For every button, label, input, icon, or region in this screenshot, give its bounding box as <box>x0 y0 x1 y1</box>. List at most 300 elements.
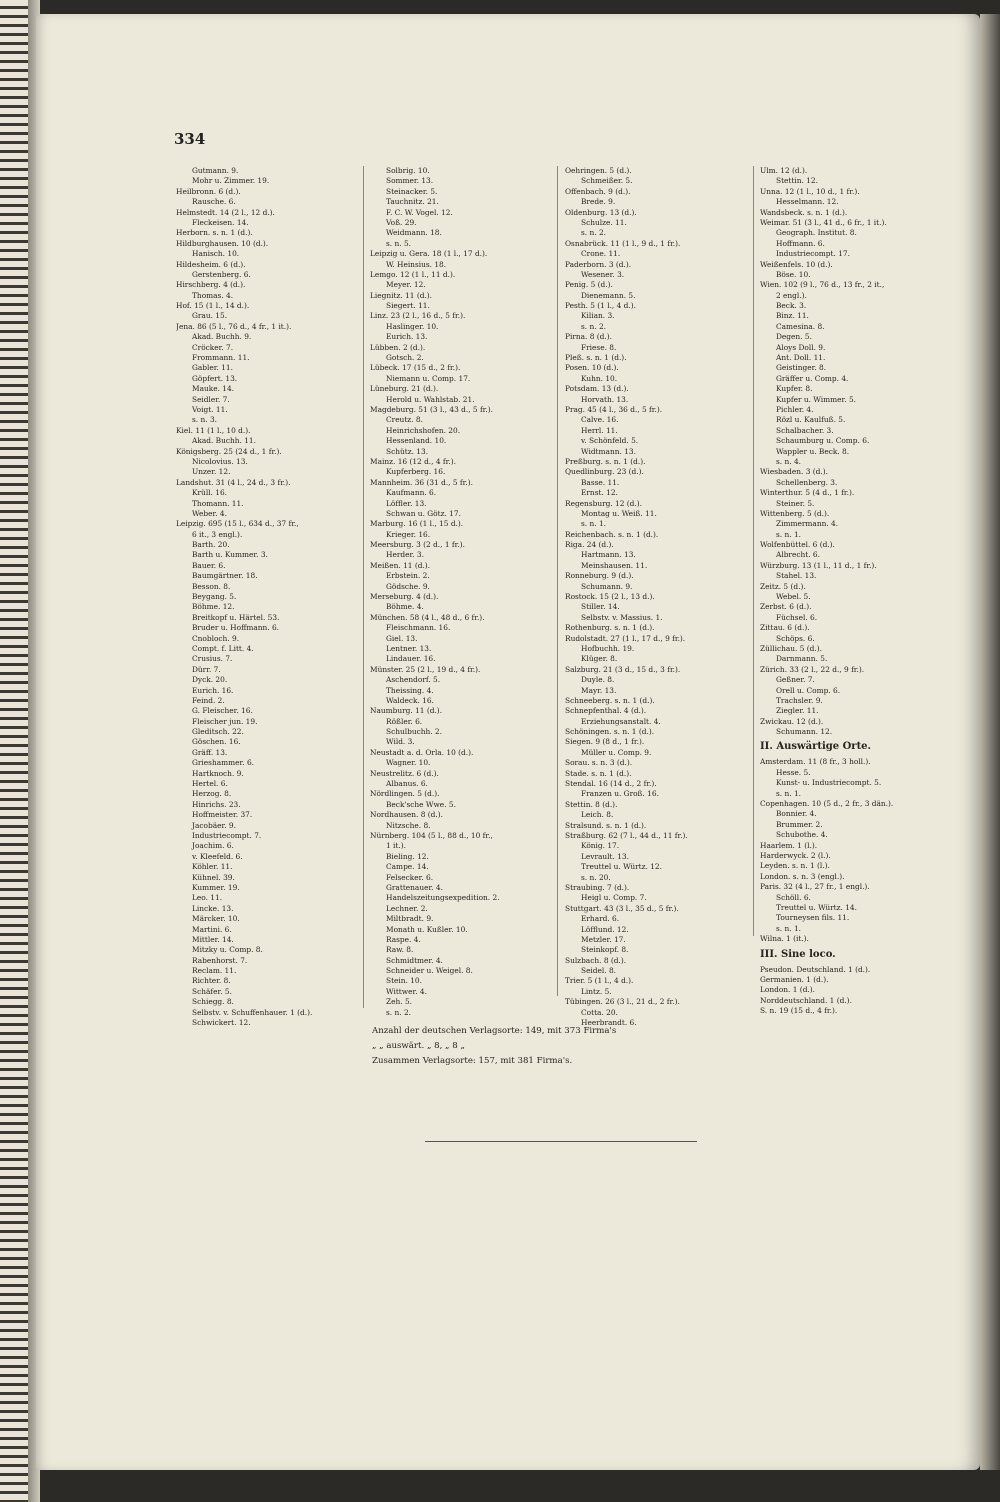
publisher-entry: Klüger. 8. <box>581 654 618 664</box>
place-entry: Amsterdam. 11 (8 fr., 3 holl.). <box>760 757 871 767</box>
publisher-entry: Horvath. 13. <box>581 394 629 404</box>
publisher-entry: Metzler. 17. <box>581 934 626 944</box>
place-entry: Zürich. 33 (2 l., 22 d., 9 fr.). <box>760 664 865 674</box>
publisher-entry: Bauer. 6. <box>192 560 226 570</box>
place-entry: Wiesbaden. 3 (d.). <box>760 467 828 477</box>
publisher-entry: Bieling. 12. <box>386 851 429 861</box>
place-entry: Leipzig u. Gera. 18 (1 l., 17 d.). <box>370 249 488 259</box>
publisher-entry: Fleckeisen. 14. <box>192 217 249 227</box>
publisher-entry: Herder. 3. <box>386 550 424 560</box>
closing-rule <box>425 1141 697 1142</box>
place-entry: Neustrelitz. 6 (d.). <box>370 768 439 778</box>
publisher-entry: Selbstv. v. Massius. 1. <box>581 612 663 622</box>
publisher-entry: Meyer. 12. <box>386 280 426 290</box>
publisher-entry: Unzer. 12. <box>192 467 231 477</box>
publisher-entry: Märcker. 10. <box>192 914 240 924</box>
publisher-entry: Geistinger. 8. <box>776 363 827 373</box>
publisher-entry: Schiegg. 8. <box>192 997 234 1007</box>
publisher-entry: Wittwer. 4. <box>386 986 427 996</box>
publisher-entry: Herrl. 11. <box>581 425 618 435</box>
place-entry: Stettin. 8 (d.). <box>565 799 618 809</box>
summary-block <box>372 1024 616 1069</box>
publisher-entry: Frommann. 11. <box>192 353 250 363</box>
publisher-entry: Grattenauer. 4. <box>386 882 443 892</box>
publisher-entry: Besson. 8. <box>192 581 231 591</box>
publisher-entry: Cotta. 20. <box>581 1007 618 1017</box>
page-edge <box>980 14 1000 1470</box>
place-entry: Prag. 45 (4 l., 36 d., 5 fr.). <box>565 404 663 414</box>
publisher-entry: Mitzky u. Comp. 8. <box>192 945 263 955</box>
place-entry: Neustadt a. d. Orla. 10 (d.). <box>370 747 474 757</box>
publisher-entry: Solbrig. 10. <box>386 166 430 175</box>
place-entry: Straubing. 7 (d.). <box>565 882 630 892</box>
place-entry: S. n. 19 (15 d., 4 fr.). <box>760 1006 838 1016</box>
place-entry: Wilna. 1 (it.). <box>760 934 809 944</box>
publisher-entry: Schmeißer. 5. <box>581 176 633 186</box>
publisher-entry: v. Kleefeld. 6. <box>192 851 243 861</box>
publisher-entry: Bonnier. 4. <box>776 809 817 819</box>
publisher-entry: Beck'sche Wwe. 5. <box>386 799 456 809</box>
publisher-entry: Aloys Doll. 9. <box>776 342 826 352</box>
publisher-entry: Lechner. 2. <box>386 903 428 913</box>
publisher-entry: Herzog. 8. <box>192 789 232 799</box>
publisher-entry: Barth u. Kummer. 3. <box>192 550 268 560</box>
place-entry: Herborn. s. n. 1 (d.). <box>176 228 253 238</box>
publisher-entry: Hanisch. 10. <box>192 249 240 259</box>
place-entry: Pleß. s. n. 1 (d.). <box>565 353 627 363</box>
publisher-entry: König. 17. <box>581 841 620 851</box>
publisher-entry: Hesselmann. 12. <box>776 197 839 207</box>
place-entry: Pirna. 8 (d.). <box>565 332 612 342</box>
place-entry: Helmstedt. 14 (2 l., 12 d.). <box>176 207 275 217</box>
publisher-entry: Darnmann. 5. <box>776 654 828 664</box>
publisher-entry: Schöps. 6. <box>776 633 815 643</box>
publisher-entry: s. n. 2. <box>581 321 607 331</box>
place-entry: Hirschberg. 4 (d.). <box>176 280 246 290</box>
book-binding <box>0 0 28 1502</box>
place-entry: Zwickau. 12 (d.). <box>760 716 824 726</box>
publisher-entry: Industriecompt. 17. <box>776 249 850 259</box>
publisher-entry: Thomann. 11. <box>192 498 244 508</box>
place-entry: Zittau. 6 (d.). <box>760 623 810 633</box>
publisher-entry: Grau. 15. <box>192 311 228 321</box>
publisher-entry: Nitzsche. 8. <box>386 820 431 830</box>
publisher-entry: Schöll. 6. <box>776 892 811 902</box>
place-entry: Magdeburg. 51 (3 l., 43 d., 5 fr.). <box>370 404 493 414</box>
place-entry: Heilbronn. 6 (d.). <box>176 186 241 196</box>
publisher-entry: Meinshausen. 11. <box>581 560 648 570</box>
publisher-entry: Handelszeitungsexpedition. 2. <box>386 893 500 903</box>
publisher-entry: Gräff. 13. <box>192 747 228 757</box>
publisher-entry: Krieger. 16. <box>386 529 431 539</box>
publisher-entry: Wagner. 10. <box>386 758 431 768</box>
publisher-entry: Friese. 8. <box>581 342 617 352</box>
place-entry: Hof. 15 (1 l., 14 d.). <box>176 301 250 311</box>
place-entry: Lübeck. 17 (15 d., 2 fr.). <box>370 363 461 373</box>
publisher-entry: Basse. 11. <box>581 477 620 487</box>
publisher-entry: Crusius. 7. <box>192 654 233 664</box>
publisher-entry: Waldeck. 16. <box>386 695 434 705</box>
publisher-entry: Albanus. 6. <box>386 779 428 789</box>
publisher-entry: Gutmann. 9. <box>192 166 239 175</box>
publisher-entry: Gleditsch. 22. <box>192 727 244 737</box>
publisher-entry: Joachim. 6. <box>192 841 234 851</box>
place-entry: Weißenfels. 10 (d.). <box>760 259 833 269</box>
publisher-entry: Raw. 8. <box>386 945 414 955</box>
publisher-entry: Voigt. 11. <box>192 404 228 414</box>
publisher-entry: Stahel. 13. <box>776 571 817 581</box>
place-entry: Linz. 23 (2 l., 16 d., 5 fr.). <box>370 311 466 321</box>
publisher-entry: Löfflund. 12. <box>581 924 629 934</box>
publisher-entry: s. n. 1. <box>776 923 802 933</box>
section-heading: III. Sine loco. <box>760 948 836 960</box>
publisher-entry: Breitkopf u. Härtel. 53. <box>192 612 280 622</box>
publisher-entry: 6 it., 3 engl.). <box>192 529 243 539</box>
publisher-entry: Baumgärtner. 18. <box>192 571 258 581</box>
place-entry: Offenbach. 9 (d.). <box>565 186 631 196</box>
place-entry: London. 1 (d.). <box>760 985 816 995</box>
publisher-entry: Akad. Buchh. 9. <box>192 332 252 342</box>
place-entry: Züllichau. 5 (d.). <box>760 643 822 653</box>
place-entry: London. s. n. 3 (engl.). <box>760 871 845 881</box>
publisher-entry: Heinrichshofen. 20. <box>386 425 461 435</box>
summary-line: Zusammen Verlagsorte: 157, mit 381 Firma's. <box>372 1056 573 1066</box>
publisher-entry: Kupfer. 8. <box>776 384 813 394</box>
place-entry: Lemgo. 12 (1 l., 11 d.). <box>370 269 456 279</box>
publisher-entry: Richter. 8. <box>192 976 231 986</box>
publisher-entry: Göschen. 16. <box>192 737 241 747</box>
summary-line: „ „ auswärt. „ 8, „ 8 „ <box>372 1041 465 1051</box>
place-entry: Trier. 5 (1 l., 4 d.). <box>565 976 634 986</box>
publisher-entry: Seidler. 7. <box>192 394 230 404</box>
publisher-entry: Schulbuchh. 2. <box>386 727 442 737</box>
place-entry: Würzburg. 13 (1 l., 11 d., 1 fr.). <box>760 560 877 570</box>
column-divider <box>363 166 364 1008</box>
publisher-entry: Akad. Buchh. 11. <box>192 436 256 446</box>
publisher-entry: Mayr. 13. <box>581 685 617 695</box>
publisher-entry: s. n. 3. <box>192 415 218 425</box>
publisher-entry: Schellenberg. 3. <box>776 477 838 487</box>
publisher-entry: Rößler. 6. <box>386 716 423 726</box>
publisher-entry: Webel. 5. <box>776 592 811 602</box>
place-entry: Rothenburg. s. n. 1 (d.). <box>565 623 655 633</box>
publisher-entry: Leo. 11. <box>192 893 223 903</box>
publisher-entry: Schwickert. 12. <box>192 1018 251 1028</box>
column-divider <box>753 166 754 936</box>
place-entry: Hildburghausen. 10 (d.). <box>176 238 269 248</box>
publisher-entry: Geograph. Institut. 8. <box>776 228 857 238</box>
publisher-entry: Seidel. 8. <box>581 966 617 976</box>
publisher-entry: Lincke. 13. <box>192 903 234 913</box>
publisher-entry: Giel. 13. <box>386 633 418 643</box>
place-entry: Wittenberg. 5 (d.). <box>760 508 830 518</box>
publisher-entry: Pichler. 4. <box>776 404 814 414</box>
publisher-entry: Leich. 8. <box>581 810 614 820</box>
publisher-entry: Nicolovius. 13. <box>192 456 248 466</box>
publisher-entry: Hofbuchh. 19. <box>581 643 635 653</box>
place-entry: Schnepfenthal. 4 (d.). <box>565 706 647 716</box>
place-entry: Liegnitz. 11 (d.). <box>370 290 433 300</box>
place-entry: Merseburg. 4 (d.). <box>370 592 439 602</box>
publisher-entry: Kunst- u. Industriecompt. 5. <box>776 778 882 788</box>
section-heading: II. Auswärtige Orte. <box>760 741 872 753</box>
place-entry: Lübben. 2 (d.). <box>370 342 426 352</box>
publisher-entry: Franzen u. Groß. 16. <box>581 789 659 799</box>
publisher-entry: Schumann. 9. <box>581 581 633 591</box>
publisher-entry: s. n. 1. <box>581 519 607 529</box>
publisher-entry: Wesener. 3. <box>581 269 625 279</box>
publisher-entry: Martini. 6. <box>192 924 232 934</box>
publisher-entry: Niemann u. Comp. 17. <box>386 373 471 383</box>
publisher-entry: Compt. f. Litt. 4. <box>192 643 254 653</box>
place-entry: Stralsund. s. n. 1 (d.). <box>565 820 647 830</box>
publisher-entry: Kupferberg. 16. <box>386 467 446 477</box>
place-entry: Osnabrück. 11 (1 l., 9 d., 1 fr.). <box>565 238 681 248</box>
publisher-entry: Ziegler. 11. <box>776 706 819 716</box>
publisher-entry: Aschendorf. 5. <box>386 675 441 685</box>
publisher-entry: Schulze. 11. <box>581 217 627 227</box>
publisher-entry: Erbstein. 2. <box>386 571 430 581</box>
publisher-entry: Steinkopf. 8. <box>581 945 629 955</box>
publisher-entry: Haslinger. 10. <box>386 321 439 331</box>
publisher-entry: Schütz. 13. <box>386 446 429 456</box>
publisher-entry: Thomas. 4. <box>192 290 234 300</box>
place-entry: Zeitz. 5 (d.). <box>760 581 806 591</box>
publisher-entry: Wild. 3. <box>386 737 415 747</box>
publisher-entry: Stettin. 12. <box>776 176 818 186</box>
publisher-entry: Wappler u. Beck. 8. <box>776 446 850 456</box>
publisher-entry: s. n. 2. <box>386 1007 412 1017</box>
publisher-entry: Gerstenberg. 6. <box>192 269 251 279</box>
publisher-entry: Industriecompt. 7. <box>192 831 262 840</box>
publisher-entry: Miltbradt. 9. <box>386 914 434 924</box>
publisher-entry: Fleischmann. 16. <box>386 623 451 633</box>
publisher-entry: Gotsch. 2. <box>386 353 424 363</box>
publisher-entry: Rözl u. Kaulfuß. 5. <box>776 415 846 425</box>
publisher-entry: Heigl u. Comp. 7. <box>581 893 647 903</box>
place-entry: Pesth. 5 (1 l., 4 d.). <box>565 301 636 311</box>
publisher-entry: Eurich. 16. <box>192 685 234 695</box>
publisher-entry: Steiner. 5. <box>776 498 815 508</box>
publisher-entry: Schäfer. 5. <box>192 986 232 996</box>
place-entry: Jena. 86 (5 l., 76 d., 4 fr., 1 it.). <box>176 321 292 331</box>
publisher-entry: Heerbrandt. 6. <box>581 1018 637 1028</box>
publisher-entry: Mittler. 14. <box>192 934 234 944</box>
publisher-entry: Schalbacher. 3. <box>776 425 834 435</box>
column-1 <box>176 166 356 1028</box>
column-divider <box>557 166 558 996</box>
place-entry: Mannheim. 36 (31 d., 5 fr.). <box>370 477 473 487</box>
publisher-entry: Reclam. 11. <box>192 966 237 976</box>
publisher-entry: s. n. 1. <box>776 529 802 539</box>
publisher-entry: Cröcker. 7. <box>192 342 234 352</box>
publisher-entry: Gödsche. 9. <box>386 581 430 591</box>
place-entry: Münster. 25 (2 l., 19 d., 4 fr.). <box>370 664 481 674</box>
place-entry: Landshut. 31 (4 l., 24 d., 3 fr.). <box>176 477 291 487</box>
place-entry: Kiel. 11 (1 l., 10 d.). <box>176 425 251 435</box>
publisher-entry: Campe. 14. <box>386 862 429 872</box>
publisher-entry: Voß. 29. <box>386 217 417 227</box>
publisher-entry: Stiller. 14. <box>581 602 620 612</box>
publisher-entry: Levrault. 13. <box>581 851 629 861</box>
publisher-entry: Müller u. Comp. 9. <box>581 747 652 757</box>
publisher-entry: Geßner. 7. <box>776 675 815 685</box>
place-entry: Winterthur. 5 (4 d., 1 fr.). <box>760 488 855 498</box>
publisher-entry: Montag u. Weiß. 11. <box>581 508 657 518</box>
publisher-entry: Eurich. 13. <box>386 332 428 342</box>
publisher-entry: Camesina. 8. <box>776 321 825 331</box>
publisher-entry: Füchsel. 6. <box>776 612 818 622</box>
place-entry: Ulm. 12 (d.). <box>760 166 808 175</box>
place-entry: Preßburg. s. n. 1 (d.). <box>565 456 646 466</box>
place-entry: Penig. 5 (d.). <box>565 280 613 290</box>
publisher-entry: Weber. 4. <box>192 508 227 518</box>
publisher-entry: Göpfert. 13. <box>192 373 238 383</box>
place-entry: Meersburg. 3 (2 d., 1 fr.). <box>370 540 465 550</box>
publisher-entry: Erhard. 6. <box>581 914 620 924</box>
place-entry: Potsdam. 13 (d.). <box>565 384 629 394</box>
publisher-entry: Crone. 11. <box>581 249 621 259</box>
publisher-entry: Siegert. 11. <box>386 301 430 311</box>
publisher-entry: Fleischer jun. 19. <box>192 716 258 726</box>
publisher-entry: Tauchnitz. 21. <box>386 197 439 207</box>
publisher-entry: Löffler. 13. <box>386 498 427 508</box>
publisher-entry: v. Schönfeld. 5. <box>581 436 639 446</box>
publisher-entry: Hertel. 6. <box>192 779 228 789</box>
publisher-entry: Schumann. 12. <box>776 727 833 737</box>
place-entry: Salzburg. 21 (3 d., 15 d., 3 fr.). <box>565 664 681 674</box>
publisher-entry: Gabler. 11. <box>192 363 233 373</box>
publisher-entry: Hoffmann. 6. <box>776 238 825 248</box>
publisher-entry: Mohr u. Zimmer. 19. <box>192 176 270 186</box>
place-entry: Lüneburg. 21 (d.). <box>370 384 439 394</box>
place-entry: Straßburg. 62 (7 l., 44 d., 11 fr.). <box>565 831 688 840</box>
place-entry: Pseudon. Deutschland. 1 (d.). <box>760 964 871 974</box>
summary-line: Anzahl der deutschen Verlagsorte: 149, mit 373 Firma's <box>372 1026 617 1036</box>
publisher-entry: Steinacker. 5. <box>386 186 438 196</box>
place-entry: München. 58 (4 l., 48 d., 6 fr.). <box>370 612 485 622</box>
publisher-entry: Hinrichs. 23. <box>192 799 241 809</box>
publisher-entry: Treuttel u. Würtz. 12. <box>581 862 662 872</box>
publisher-entry: G. Fleischer. 16. <box>192 706 253 716</box>
place-entry: Leyden. s. n. 1 (l.). <box>760 861 830 871</box>
publisher-entry: Monath u. Kußler. 10. <box>386 924 468 934</box>
publisher-entry: Köhler. 11. <box>192 862 233 872</box>
publisher-entry: Hartmann. 13. <box>581 550 636 560</box>
publisher-entry: Jacobäer. 9. <box>192 820 236 830</box>
publisher-entry: Schmidtmer. 4. <box>386 955 443 965</box>
place-entry: Harderwyck. 2 (l.). <box>760 851 831 860</box>
publisher-entry: Trachsler. 9. <box>776 695 823 705</box>
publisher-entry: s. n. 1. <box>776 788 802 798</box>
publisher-entry: Zimmermann. 4. <box>776 519 839 529</box>
place-entry: Stuttgart. 43 (3 l., 35 d., 5 fr.). <box>565 903 679 913</box>
publisher-entry: Kummer. 19. <box>192 882 240 892</box>
place-entry: Meißen. 11 (d.). <box>370 560 431 570</box>
publisher-entry: Mauke. 14. <box>192 384 235 394</box>
publisher-entry: Weidmann. 18. <box>386 228 442 238</box>
publisher-entry: W. Heinsius. 18. <box>386 259 447 269</box>
place-entry: Ronneburg. 9 (d.). <box>565 571 634 581</box>
place-entry: Paderborn. 3 (d.). <box>565 259 632 269</box>
publisher-entry: Rabenhorst. 7. <box>192 955 248 965</box>
publisher-entry: Barth. 20. <box>192 540 230 550</box>
publisher-entry: Creutz. 8. <box>386 415 423 425</box>
publisher-entry: 1 it.). <box>386 841 406 851</box>
publisher-entry: Calve. 16. <box>581 415 619 425</box>
publisher-entry: Hartknoch. 9. <box>192 768 244 778</box>
publisher-entry: Lindauer. 16. <box>386 654 436 664</box>
place-entry: Paris. 32 (4 l., 27 fr., 1 engl.). <box>760 882 870 892</box>
publisher-entry: Brede. 9. <box>581 197 616 207</box>
column-3 <box>565 166 751 1028</box>
publisher-entry: Dienemann. 5. <box>581 290 636 300</box>
place-entry: Tübingen. 26 (3 l., 21 d., 2 fr.). <box>565 997 680 1007</box>
publisher-entry: Albrecht. 6. <box>776 550 820 560</box>
publisher-entry: Cnobloch. 9. <box>192 633 240 643</box>
publisher-entry: Raspe. 4. <box>386 934 421 944</box>
place-entry: Wandsbeck. s. n. 1 (d.). <box>760 207 848 217</box>
place-entry: Schneeberg. s. n. 1 (d.). <box>565 695 655 705</box>
place-entry: Hildesheim. 6 (d.). <box>176 259 246 269</box>
publisher-entry: s. n. 20. <box>581 872 611 882</box>
place-entry: Wolfenbüttel. 6 (d.). <box>760 540 835 550</box>
publisher-entry: Böhme. 4. <box>386 602 424 612</box>
publisher-entry: Zeh. 5. <box>386 997 413 1007</box>
column-4 <box>760 166 950 1016</box>
publisher-entry: Selbstv. v. Schuffenhauer. 1 (d.). <box>192 1007 313 1017</box>
place-entry: Norddeutschland. 1 (d.). <box>760 995 852 1005</box>
publisher-entry: Binz. 11. <box>776 311 809 321</box>
publisher-entry: Sommer. 13. <box>386 176 434 186</box>
place-entry: Marburg. 16 (1 l., 15 d.). <box>370 519 464 529</box>
place-entry: Schöningen. s. n. 1 (d.). <box>565 727 655 737</box>
publisher-entry: Lentner. 13. <box>386 643 432 653</box>
publisher-entry: Hessenland. 10. <box>386 436 447 446</box>
publisher-entry: Tourneysen fils. 11. <box>776 913 850 923</box>
column-2 <box>370 166 550 1018</box>
publisher-entry: Schneider u. Weigel. 8. <box>386 966 473 976</box>
place-entry: Oldenburg. 13 (d.). <box>565 207 637 217</box>
publisher-entry: Hoffmeister. 37. <box>192 810 253 820</box>
place-entry: Nördlingen. 5 (d.). <box>370 789 440 799</box>
publisher-entry: Orell u. Comp. 6. <box>776 685 841 695</box>
publisher-entry: Herold u. Wahlstab. 21. <box>386 394 475 404</box>
place-entry: Stade. s. n. 1 (d.). <box>565 768 632 778</box>
place-entry: Zerbst. 6 (d.). <box>760 602 812 612</box>
publisher-entry: Degen. 5. <box>776 332 812 342</box>
publisher-entry: Schubothe. 4. <box>776 830 828 840</box>
place-entry: Königsberg. 25 (24 d., 1 fr.). <box>176 446 282 456</box>
publisher-entry: Beygang. 5. <box>192 592 237 602</box>
place-entry: Wien. 102 (9 l., 76 d., 13 fr., 2 it., <box>760 280 885 290</box>
publisher-entry: Duyle. 8. <box>581 675 615 685</box>
publisher-entry: 2 engl.). <box>776 290 807 300</box>
place-entry: Oehringen. 5 (d.). <box>565 166 632 175</box>
publisher-entry: Treuttel u. Würtz. 14. <box>776 902 857 912</box>
publisher-entry: Ant. Doll. 11. <box>776 353 826 363</box>
publisher-entry: Kuhn. 10. <box>581 373 618 383</box>
publisher-entry: Bruder u. Hoffmann. 6. <box>192 623 279 633</box>
publisher-entry: Dürr. 7. <box>192 664 221 674</box>
place-entry: Leipzig. 695 (15 l., 634 d., 37 fr., <box>176 519 299 529</box>
place-entry: Sorau. s. n. 3 (d.). <box>565 758 633 768</box>
place-entry: Germanien. 1 (d.). <box>760 974 829 984</box>
publisher-entry: Ernst. 12. <box>581 488 618 498</box>
publisher-entry: Felsecker. 6. <box>386 872 434 882</box>
place-entry: Unna. 12 (1 l., 10 d., 1 fr.). <box>760 186 860 196</box>
place-entry: Siegen. 9 (8 d., 1 fr.). <box>565 737 645 747</box>
